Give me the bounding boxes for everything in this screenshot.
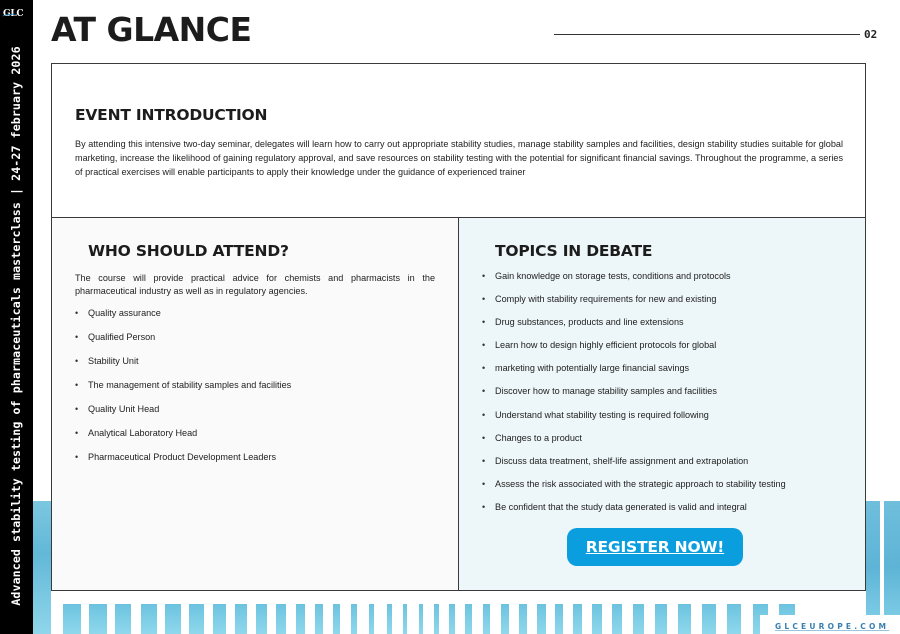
list-item: • Stability Unit xyxy=(75,356,139,366)
list-item: • Quality assurance xyxy=(75,308,161,318)
decorative-stripe xyxy=(235,604,247,634)
page-number: 02 xyxy=(864,28,878,41)
event-introduction-section xyxy=(51,63,866,218)
bullet-icon: • xyxy=(482,432,486,443)
bullet-icon: • xyxy=(482,455,486,466)
bullet-icon: • xyxy=(482,501,486,512)
bullet-icon: • xyxy=(482,386,486,397)
header-rule xyxy=(554,34,860,35)
attend-description: The course will provide practical advice for chemists and pharmacists in the pharmaceutical industry as well as in regulatory agencies. xyxy=(75,273,435,296)
logo-text: GLC xyxy=(3,9,24,19)
glc-logo xyxy=(3,9,31,21)
decorative-stripe xyxy=(333,604,340,634)
decorative-stripe xyxy=(537,604,546,634)
decorative-band-left xyxy=(33,501,51,634)
website-link[interactable]: GLCEUROPE.COM xyxy=(775,622,890,631)
list-item: • Be confident that the study data generated is valid and integral xyxy=(482,501,747,512)
decorative-stripe xyxy=(403,604,407,634)
bullet-icon: • xyxy=(75,428,79,438)
list-item: • Drug substances, products and line extensions xyxy=(482,317,684,328)
decorative-stripe xyxy=(678,604,691,634)
bullet-icon: • xyxy=(482,340,486,351)
decorative-stripe xyxy=(633,604,644,634)
decorative-stripe xyxy=(727,604,741,634)
list-item: • Qualified Person xyxy=(75,332,156,342)
side-strip xyxy=(0,0,33,634)
intro-heading: EVENT INTRODUCTION xyxy=(75,106,268,124)
list-item: • marketing with potentially large financial savings xyxy=(482,363,690,374)
register-now-button[interactable]: REGISTER NOW! xyxy=(567,528,743,566)
decorative-stripe xyxy=(189,604,204,634)
decorative-stripe xyxy=(702,604,716,634)
decorative-stripe xyxy=(501,604,509,634)
attendee-list xyxy=(75,307,291,475)
decorative-stripe xyxy=(351,604,357,634)
decorative-stripe xyxy=(434,604,439,634)
topics-list xyxy=(482,270,786,524)
bullet-icon: • xyxy=(75,332,79,342)
list-item: • Assess the risk associated with the strategic approach to stability testing xyxy=(482,478,786,489)
decorative-stripe xyxy=(276,604,286,634)
decorative-stripe xyxy=(315,604,323,634)
list-item: • Discover how to manage stability samples and facilities xyxy=(482,386,717,397)
attend-heading: WHO SHOULD ATTEND? xyxy=(88,242,289,260)
topics-in-debate-section xyxy=(458,217,866,591)
list-item: • The management of stability samples and facilities xyxy=(75,380,292,390)
bullet-icon: • xyxy=(482,363,486,374)
decorative-stripe xyxy=(655,604,667,634)
decorative-stripe xyxy=(141,604,157,634)
decorative-stripe xyxy=(369,604,374,634)
decorative-stripe xyxy=(63,604,81,634)
decorative-stripe xyxy=(555,604,563,634)
decorative-stripe xyxy=(387,604,392,634)
decorative-stripe xyxy=(165,604,181,634)
list-item: • Learn how to design highly efficient protocols for global xyxy=(482,340,717,351)
decorative-stripe xyxy=(256,604,267,634)
bullet-icon: • xyxy=(482,294,486,305)
bullet-icon: • xyxy=(482,478,486,489)
decorative-stripe xyxy=(89,604,107,634)
bullet-icon: • xyxy=(75,380,79,390)
list-item: • Discuss data treatment, shelf-life assignment and extrapolation xyxy=(482,455,749,466)
bullet-icon: • xyxy=(482,409,486,420)
page-title: AT GLANCE xyxy=(51,10,252,49)
bullet-icon: • xyxy=(75,308,79,318)
decorative-stripe xyxy=(573,604,582,634)
decorative-stripe xyxy=(449,604,455,634)
decorative-stripe xyxy=(419,604,423,634)
event-vertical-title: Advanced stability testing of pharmaceuticals masterclass | 24-27 february 2026 xyxy=(9,46,23,606)
list-item: • Quality Unit Head xyxy=(75,404,160,414)
list-item: • Gain knowledge on storage tests, conditions and protocols xyxy=(482,271,731,281)
who-should-attend-section xyxy=(51,217,460,591)
topics-heading: TOPICS IN DEBATE xyxy=(495,242,653,260)
decorative-stripe xyxy=(592,604,602,634)
decorative-stripe xyxy=(612,604,622,634)
list-item: • Comply with stability requirements for new and existing xyxy=(482,294,717,305)
decorative-stripe xyxy=(483,604,490,634)
list-item: • Changes to a product xyxy=(482,432,582,443)
decorative-stripe xyxy=(519,604,527,634)
list-item: • Analytical Laboratory Head xyxy=(75,428,198,438)
bullet-icon: • xyxy=(482,271,486,281)
decorative-stripe xyxy=(296,604,305,634)
decorative-stripe xyxy=(115,604,131,634)
intro-body: By attending this intensive two-day seminar, delegates will learn how to carry out appropriate stability studies, manage stability samples and facilities, design stability studies suitable for global marketing, increase the likelihood of gaining regulatory approval, and save resources on stability testing with the potential for significant financial savings. Throughout the programme, a series of practical exercises will enable participants to apply their knowledge under the guidance of experienced trainer xyxy=(75,139,843,177)
decorative-stripe xyxy=(213,604,226,634)
bullet-icon: • xyxy=(75,356,79,366)
list-item: • Understand what stability testing is required following xyxy=(482,409,709,420)
bullet-icon: • xyxy=(482,317,486,328)
decorative-stripe xyxy=(465,604,472,634)
bullet-icon: • xyxy=(75,452,79,462)
list-item: • Pharmaceutical Product Development Leaders xyxy=(75,452,277,462)
bullet-icon: • xyxy=(75,404,79,414)
